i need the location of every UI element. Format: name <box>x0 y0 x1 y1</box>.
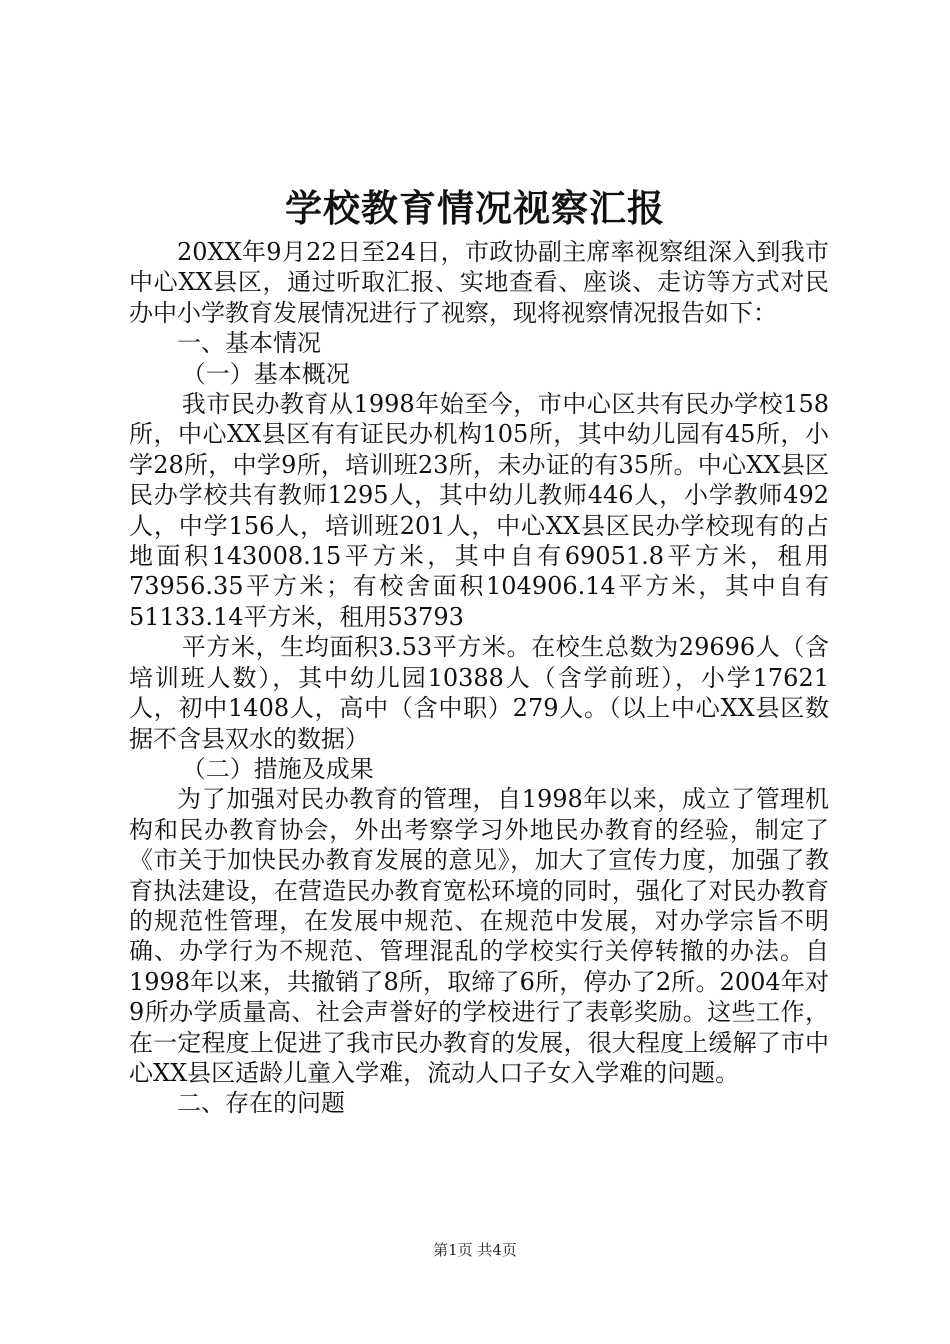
page-number-footer: 第1页 共4页 <box>433 1241 517 1259</box>
overview-paragraph: 我市民办教育从1998年始至今，市中心区共有民办学校158所，中心XX县区有有证民办机构105所，其中幼儿园有45所，小学28所，中学9所，培训班23所，未办证的有35所。中心XX县区民办学校共有教师1295人，其中幼儿教师446人，小学教师492人，中学156人，培训班201人，中心XX县区民办学校现有的占地面积143008.15平方米，其中自有69051.8平方米，租用73956.35平方米；有校舍面积104906.14平方米，其中自有51133.14平方米，租用53793 <box>129 390 829 631</box>
intro-paragraph: 20XX年9月22日至24日，市政协副主席率视察组深入到我市中心XX县区，通过听取汇报、实地查看、座谈、走访等方式对民办中小学教育发展情况进行了视察，现将视察情况报告如下： <box>129 238 829 327</box>
subsection-heading-measures: （二）措施及成果 <box>181 754 374 783</box>
section-heading-problems: 二、存在的问题 <box>177 1089 345 1118</box>
document-body <box>129 237 829 1119</box>
measures-paragraph: 为了加强对民办教育的管理，自1998年以来，成立了管理机构和民办教育协会，外出考察学习外地民办教育的经验，制定了《市关于加快民办教育发展的意见》，加大了宣传力度，加强了教育执法建设，在营造民办教育宽松环境的同时，强化了对民办教育的规范性管理，在发展中规范、在规范中发展，对办学宗旨不明确、办学行为不规范、管理混乱的学校实行关停转撤的办法。自1998年以来，共撤销了8所，取缔了6所，停办了2所。2004年对9所办学质量高、社会声誉好的学校进行了表彰奖励。这些工作，在一定程度上促进了我市民办教育的发展，很大程度上缓解了市中心XX县区适龄儿童入学难，流动人口子女入学难的问题。 <box>129 785 829 1087</box>
document-title: 学校教育情况视察汇报 <box>285 186 665 230</box>
subsection-heading-overview: （一）基本概况 <box>181 359 350 388</box>
section-heading-basic-situation: 一、基本情况 <box>177 329 321 358</box>
overview-continuation-paragraph: 平方米，生均面积3.53平方米。在校生总数为29696人（含培训班人数），其中幼儿园10388人（含学前班），小学17621人，初中1408人，高中（含中职）279人。（以上中心XX县区数据不含县双水的数据） <box>129 633 829 753</box>
